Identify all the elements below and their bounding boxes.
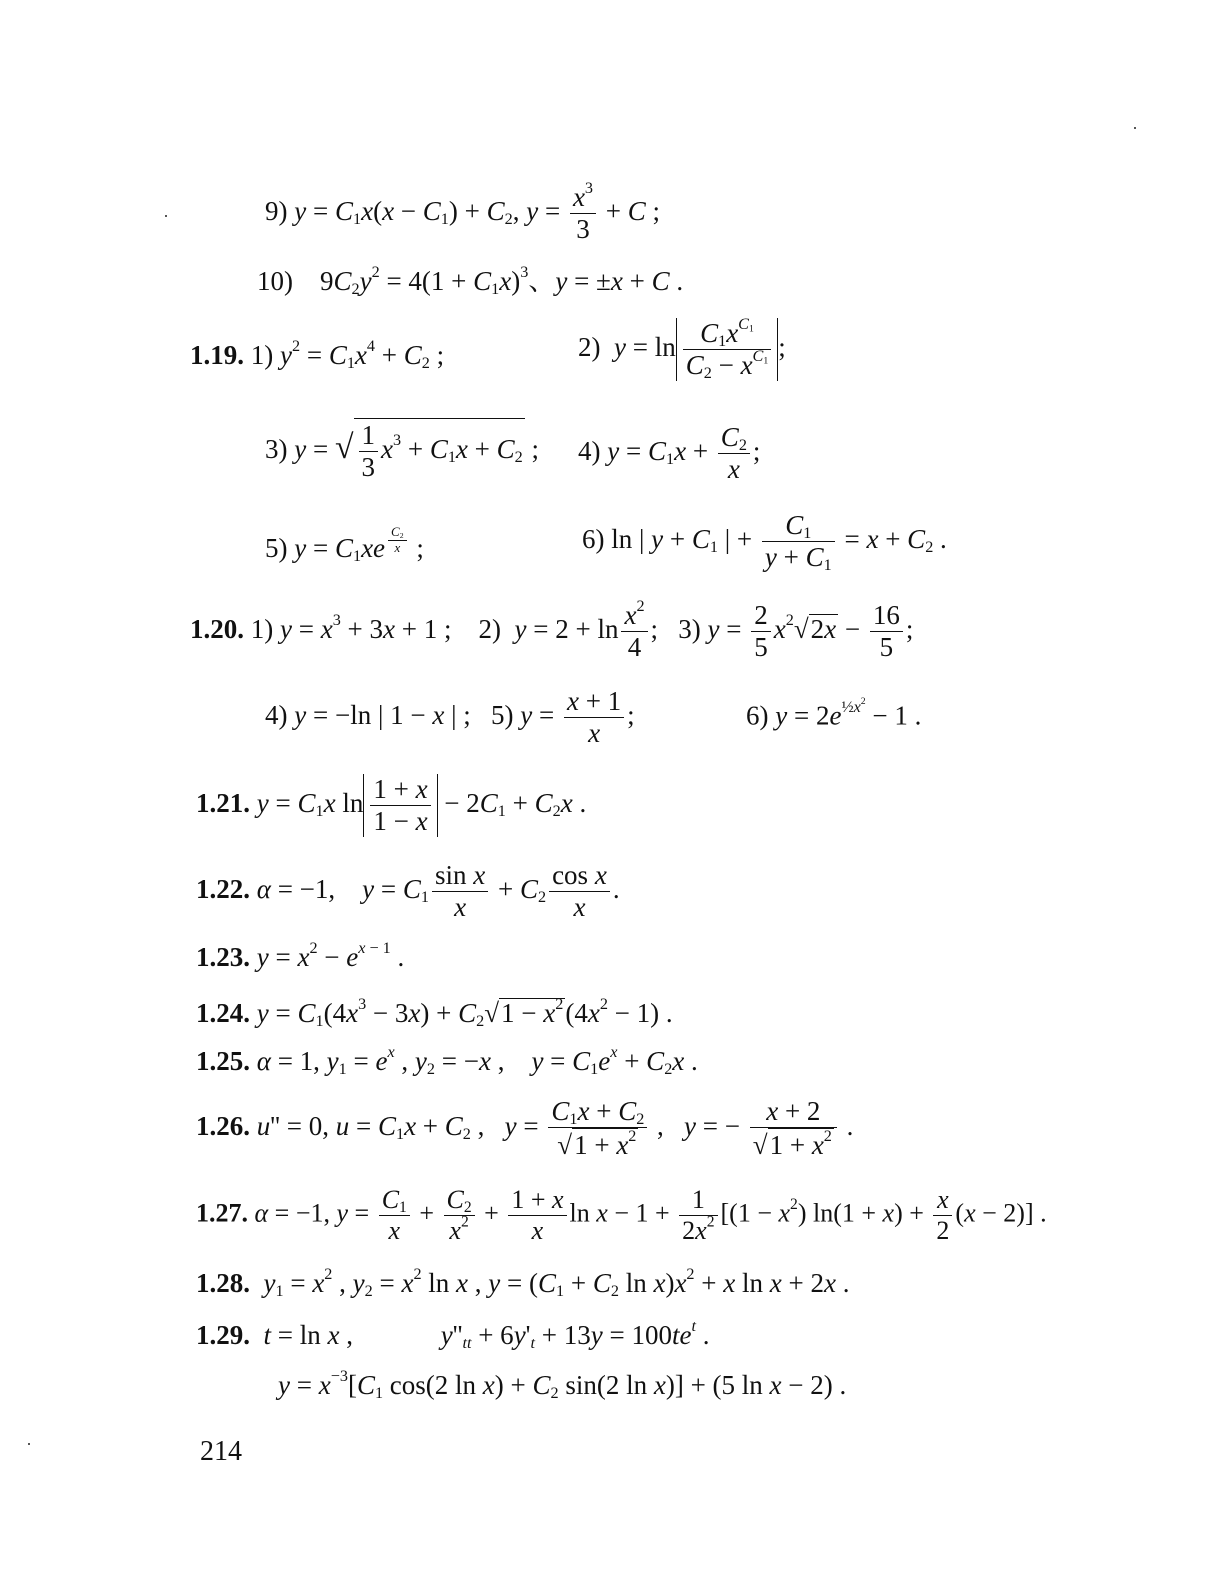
- answer-1-19-line-a: 1.19. 1) $y^2 = C_1x^4 + C_2$ ;: [190, 337, 445, 373]
- item-label: 1): [250, 613, 274, 644]
- answer-1-19-6: 6) ln | $y + C_1$ | + $\frac{C_1}{y + C_1}$ = $x + C_2$ .: [582, 510, 947, 575]
- answer-1-20-line-a: 1.20. 1) $y = x^3 + 3x + 1$ ; 2) y = 2 + ln $\frac{x^2}{4}$ ; 3) y = $\frac{2}{5}$ $x^2√2x$ − $\frac{16}{5}$ ;: [190, 597, 914, 663]
- scan-speck: [28, 1443, 30, 1445]
- item-label: 1): [250, 340, 274, 370]
- answer-1-29-line-b: $y = x^{-3}[C_1$ cos(2 $\ln x) + C_2$ sin(2 ln x)] + (5 ln x − 2) .: [278, 1367, 847, 1403]
- problem-number: 1.19.: [190, 340, 244, 370]
- answer-1-20-6: 6) $y = 2e^{\frac{1}{2}x^2} - 1$ .: [746, 696, 922, 731]
- item-label: 4): [578, 435, 601, 466]
- answer-1-23: 1.23. $y = x^2 - e^{x - 1}$ .: [196, 939, 405, 972]
- item-label: 2): [578, 331, 601, 362]
- item-label: 2): [478, 613, 501, 644]
- answer-1-25: 1.25. α = 1, $y_1 = e^x$ , $y_2 = -x$ , $y = C_1e^x + C_2x$ .: [196, 1043, 698, 1079]
- answer-1-19-2: 2) y = ln $\frac{C_1x^{C_1}}{C_2 - x^{C_1}}$ ;: [578, 315, 786, 383]
- page-number: 214: [200, 1436, 242, 1467]
- item-label: 4): [265, 699, 288, 730]
- item-label: 5): [265, 533, 288, 564]
- problem-number: 1.23.: [196, 942, 250, 972]
- problem-number: 1.29.: [196, 1320, 250, 1350]
- problem-number: 1.27.: [196, 1198, 248, 1228]
- answer-line-10: 10) $9C_2y^2 = 4(1 + C_1x)^3$、y = ±x + C .: [257, 263, 684, 299]
- problem-number: 1.24.: [196, 998, 250, 1028]
- answer-1-19-5: 5) $y = C_1xe$ $^{\frac{C_2}{x}}$ ;: [265, 524, 424, 566]
- problem-number: 1.22.: [196, 873, 250, 904]
- answer-1-27: 1.27. α = −1, y = $\frac{C_1}{x}$ + $\frac{C_2}{x^2}$ + $\frac{1 + x}{x}$ ln x − 1 + $\frac{1}{2x^2}$ [$(1 - x^2)$ ln(1 + x) + $\frac{x}{2}$ (x − 2)] .: [196, 1185, 1047, 1245]
- item-label: 6): [746, 700, 769, 731]
- item-label: 3): [678, 613, 701, 644]
- item-label: 10): [257, 266, 293, 296]
- problem-number: 1.20.: [190, 613, 244, 644]
- item-label: 6): [582, 523, 605, 554]
- item-label: 3): [265, 433, 288, 464]
- scan-speck: [1134, 127, 1136, 129]
- item-label: 9): [265, 195, 288, 226]
- problem-number: 1.28.: [196, 1268, 250, 1298]
- answer-1-29-line-a: 1.29. t = ln x , $y''_{tt} + 6y'_t + 13y = 100te^t$ .: [196, 1317, 710, 1353]
- problem-number: 1.21.: [196, 787, 250, 818]
- answer-1-28: 1.28. $y_1 = x^2$ , $y_2 = x^2$ ln x , $y = (C_1 + C_2$ $\ln x)x^2 + x$ ln x + 2x .: [196, 1265, 850, 1301]
- answer-1-24: 1.24. $y = C_1(4x^3 - 3x) + C_2√1 - x^2(4x^2 - 1)$ .: [196, 995, 673, 1031]
- answer-1-19-4: 4) $y = C_1x$ + $\frac{C_2}{x}$ ;: [578, 422, 761, 485]
- answer-1-21: 1.21. $y = C_1x$ ln $\frac{1 + x}{1 - x}$ − $2C_1 + C_2x$ .: [196, 774, 587, 837]
- item-label: 5): [490, 699, 514, 730]
- answer-1-22: 1.22. α = −1, $y = C_1$ $\frac{\text{sin x}}{x}$ + $C_2$ $\frac{\text{cos x}}{x}$ .: [196, 860, 620, 923]
- answer-line-9: 9) $y = C_1x(x - C_1) + C_2$, y = $\frac{x^3}{3}$ + C ;: [265, 179, 661, 245]
- scan-speck: [165, 215, 167, 217]
- problem-number: 1.25.: [196, 1046, 250, 1076]
- problem-number: 1.26.: [196, 1110, 250, 1141]
- answer-1-19-3: 3) y = √ $\frac{1}{3}$ $x^3 + C_1x + C_2$ ;: [265, 420, 540, 483]
- answer-1-20-line-b: 4) y = −ln | 1 − x | ; 5) y = $\frac{x + 1}{x}$ ;: [265, 686, 635, 749]
- answer-1-26: 1.26. u'' = 0, $u = C_1x + C_2$ , y = $\frac{C_1x + C_2}{√1 + x^2}$ , y = − $\frac{x + 2}{√1 + x^2}$ .: [196, 1096, 854, 1161]
